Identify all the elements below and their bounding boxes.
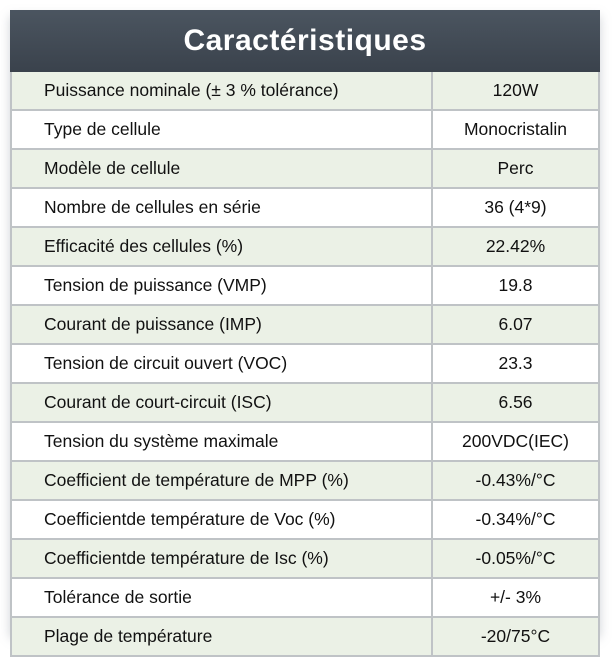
row-value: 36 (4*9) (432, 188, 599, 227)
table-row (11, 344, 599, 383)
table-row (11, 72, 599, 110)
table-row (11, 617, 599, 656)
table-row (11, 149, 599, 188)
row-label: Tolérance de sortie (11, 578, 432, 617)
row-label: Nombre de cellules en série (11, 188, 432, 227)
row-label: Modèle de cellule (11, 149, 432, 188)
row-label: Tension du système maximale (11, 422, 432, 461)
row-value: 200VDC(IEC) (432, 422, 599, 461)
table-row (11, 227, 599, 266)
row-value: 22.42% (432, 227, 599, 266)
row-label: Puissance nominale (± 3 % tolérance) (11, 72, 432, 110)
row-value: -0.43%/°C (432, 461, 599, 500)
row-label: Tension de puissance (VMP) (11, 266, 432, 305)
table-row (11, 266, 599, 305)
row-value: 120W (432, 72, 599, 110)
row-value: 19.8 (432, 266, 599, 305)
row-label: Coefficientde température de Isc (%) (11, 539, 432, 578)
table-title: Caractéristiques (10, 10, 600, 72)
row-label: Plage de température (11, 617, 432, 656)
row-value: -0.05%/°C (432, 539, 599, 578)
row-label: Coefficientde température de Voc (%) (11, 500, 432, 539)
specs-table (10, 72, 600, 657)
specs-card (10, 10, 600, 646)
row-value: 23.3 (432, 344, 599, 383)
row-label: Coefficient de température de MPP (%) (11, 461, 432, 500)
table-row (11, 539, 599, 578)
table-row (11, 383, 599, 422)
table-row (11, 578, 599, 617)
table-row (11, 422, 599, 461)
row-label: Efficacité des cellules (%) (11, 227, 432, 266)
row-value: 6.56 (432, 383, 599, 422)
table-row (11, 305, 599, 344)
row-value: Monocristalin (432, 110, 599, 149)
row-label: Courant de court-circuit (ISC) (11, 383, 432, 422)
row-value: 6.07 (432, 305, 599, 344)
table-row (11, 188, 599, 227)
row-value: -20/75°C (432, 617, 599, 656)
row-label: Courant de puissance (IMP) (11, 305, 432, 344)
row-label: Tension de circuit ouvert (VOC) (11, 344, 432, 383)
table-row (11, 461, 599, 500)
row-value: +/- 3% (432, 578, 599, 617)
row-value: Perc (432, 149, 599, 188)
table-row (11, 110, 599, 149)
row-label: Type de cellule (11, 110, 432, 149)
table-row (11, 500, 599, 539)
row-value: -0.34%/°C (432, 500, 599, 539)
